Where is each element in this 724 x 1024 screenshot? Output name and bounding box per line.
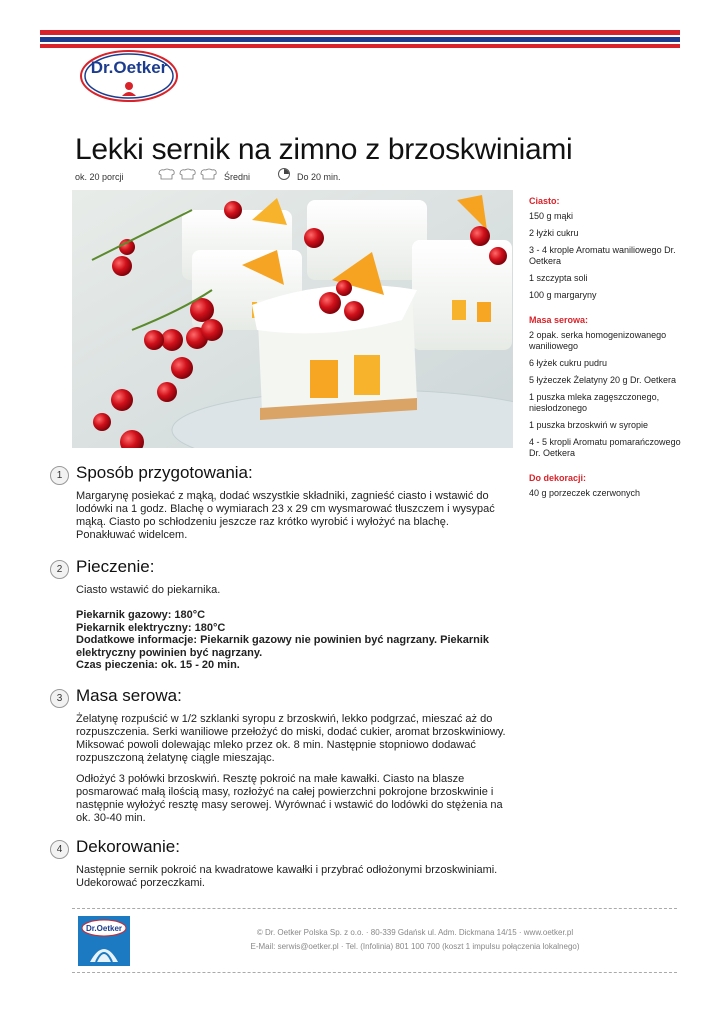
difficulty-text: Średni [224, 172, 251, 182]
cheesecake-photo [72, 190, 513, 448]
dr-oetker-logo [80, 50, 178, 102]
ingredient-item: 5 łyżeczek Żelatyny 20 g Dr. Oetkera [529, 375, 677, 385]
baking-gas: Piekarnik gazowy: 180°C [76, 609, 206, 621]
footer-contact: E-Mail: serwis@oetker.pl · Tel. (Infolinia) 801 100 700 (koszt 1 impulsu połączenia lokalnego) [250, 942, 580, 951]
baking-notes: Dodatkowe informacje: Piekarnik gazowy nie powinien być nagrzany. Piekarnik elektryczny powinien być nagrzany. [76, 634, 490, 659]
step-number: 4 [50, 840, 69, 859]
ingredient-item: 1 szczypta soli [529, 273, 588, 283]
header-stripe-blue [40, 37, 680, 42]
step-title: Dekorowanie: [76, 837, 180, 856]
baking-electric: Piekarnik elektryczny: 180°C [76, 621, 226, 634]
step-number: 2 [50, 560, 69, 579]
svg-text:Dr.Oetker: Dr.Oetker [90, 58, 168, 77]
footer-divider-bottom [72, 972, 677, 973]
step-number: 3 [50, 689, 69, 708]
ingredients-group [529, 315, 689, 459]
ingredient-item: 40 g porzeczek czerwonych [529, 488, 641, 498]
step-paragraph: Następnie sernik pokroić na kwadratowe kawałki i przybrać odłożonymi brzoskwiniami. Udekorować porzeczkami. [76, 864, 498, 889]
ingredient-item: 2 łyżki cukru [529, 228, 579, 238]
ingredients-group [529, 473, 689, 499]
ingredients-group [529, 196, 689, 301]
portions-text: ok. 20 porcji [75, 172, 124, 182]
step-paragraph: Ciasto wstawić do piekarnika. [76, 584, 221, 596]
ingredient-item: 1 puszka mleka zagęszczonego, niesłodzonego [529, 392, 660, 413]
footer-divider-top [72, 908, 677, 909]
ingredients-panel [529, 196, 689, 513]
ingredient-item: 6 łyżek cukru pudru [529, 358, 608, 368]
step-title: Sposób przygotowania: [76, 463, 253, 482]
step-paragraph: Odłożyć 3 połówki brzoskwiń. Resztę pokroić na małe kawałki. Ciasto na blasze posmarować małą ilością masy, rozłożyć na całej powierzchni pokrojone brzoskwinie i następnie wyłożyć resztę masy serowej. Wyrównać i wstawić do lodówki do stężenia na ok. 30-40 min. [76, 773, 503, 824]
step-body [76, 584, 510, 672]
difficulty-hats-icon [157, 168, 219, 181]
ingredient-item: 3 - 4 krople Aromatu waniliowego Dr. Oetkera [529, 245, 676, 266]
ingredient-item: 100 g margaryny [529, 290, 597, 300]
ingredients-heading: Do dekoracji: [529, 473, 587, 483]
ingredient-item: 4 - 5 kropli Aromatu pomarańczowego Dr. Oetkera [529, 437, 681, 458]
baking-time: Czas pieczenia: ok. 15 - 20 min. [76, 659, 240, 671]
dr-oetker-footer-logo [78, 916, 130, 966]
step-body [76, 864, 510, 898]
ingredient-item: 2 opak. serka homogenizowanego waniliowego [529, 330, 667, 351]
step-paragraph: Żelatynę rozpuścić w 1/2 szklanki syropu z brzoskwiń, lekko podgrzać, mieszać aż do rozpuszczenia. Serki waniliowe przełożyć do miski, dodać cukier, aromat brzoskwiniowy. Miksować powoli dolewając mleko przez ok. 8 min. Następnie stopniowo dodawać rozpuszczoną żelatynę ciągle mieszając. [76, 713, 506, 764]
step-body [76, 490, 510, 550]
ingredient-item: 1 puszka brzoskwiń w syropie [529, 420, 649, 430]
ingredients-heading: Ciasto: [529, 196, 560, 206]
step-paragraph: Margarynę posiekać z mąką, dodać wszystkie składniki, zagnieść ciasto i wstawić do lodówki na 1 godz. Blachę o wymiarach 23 x 29 cm wysmarować tłuszczem i wysypać mąką. Ciasto po schłodzeniu jeszcze raz krótko wyrobić i wyłożyć na blachę. Ponakłuwać widelcem. [76, 490, 495, 541]
footer-address: © Dr. Oetker Polska Sp. z o.o. · 80-339 Gdańsk ul. Adm. Dickmana 14/15 · www.oetker.pl [256, 928, 574, 937]
step-title: Pieczenie: [76, 557, 155, 576]
recipe-title: Lekki sernik na zimno z brzoskwiniami [75, 133, 573, 166]
ingredient-item: 150 g mąki [529, 211, 574, 221]
svg-text:Dr.Oetker: Dr.Oetker [85, 924, 123, 933]
baking-info [76, 609, 510, 672]
step-title: Masa serowa: [76, 686, 182, 705]
ingredients-heading: Masa serowa: [529, 315, 589, 325]
clock-icon [278, 168, 290, 180]
header-stripe-red-bottom [40, 44, 680, 48]
time-text: Do 20 min. [297, 172, 341, 182]
step-body [76, 713, 510, 833]
step-number: 1 [50, 466, 69, 485]
